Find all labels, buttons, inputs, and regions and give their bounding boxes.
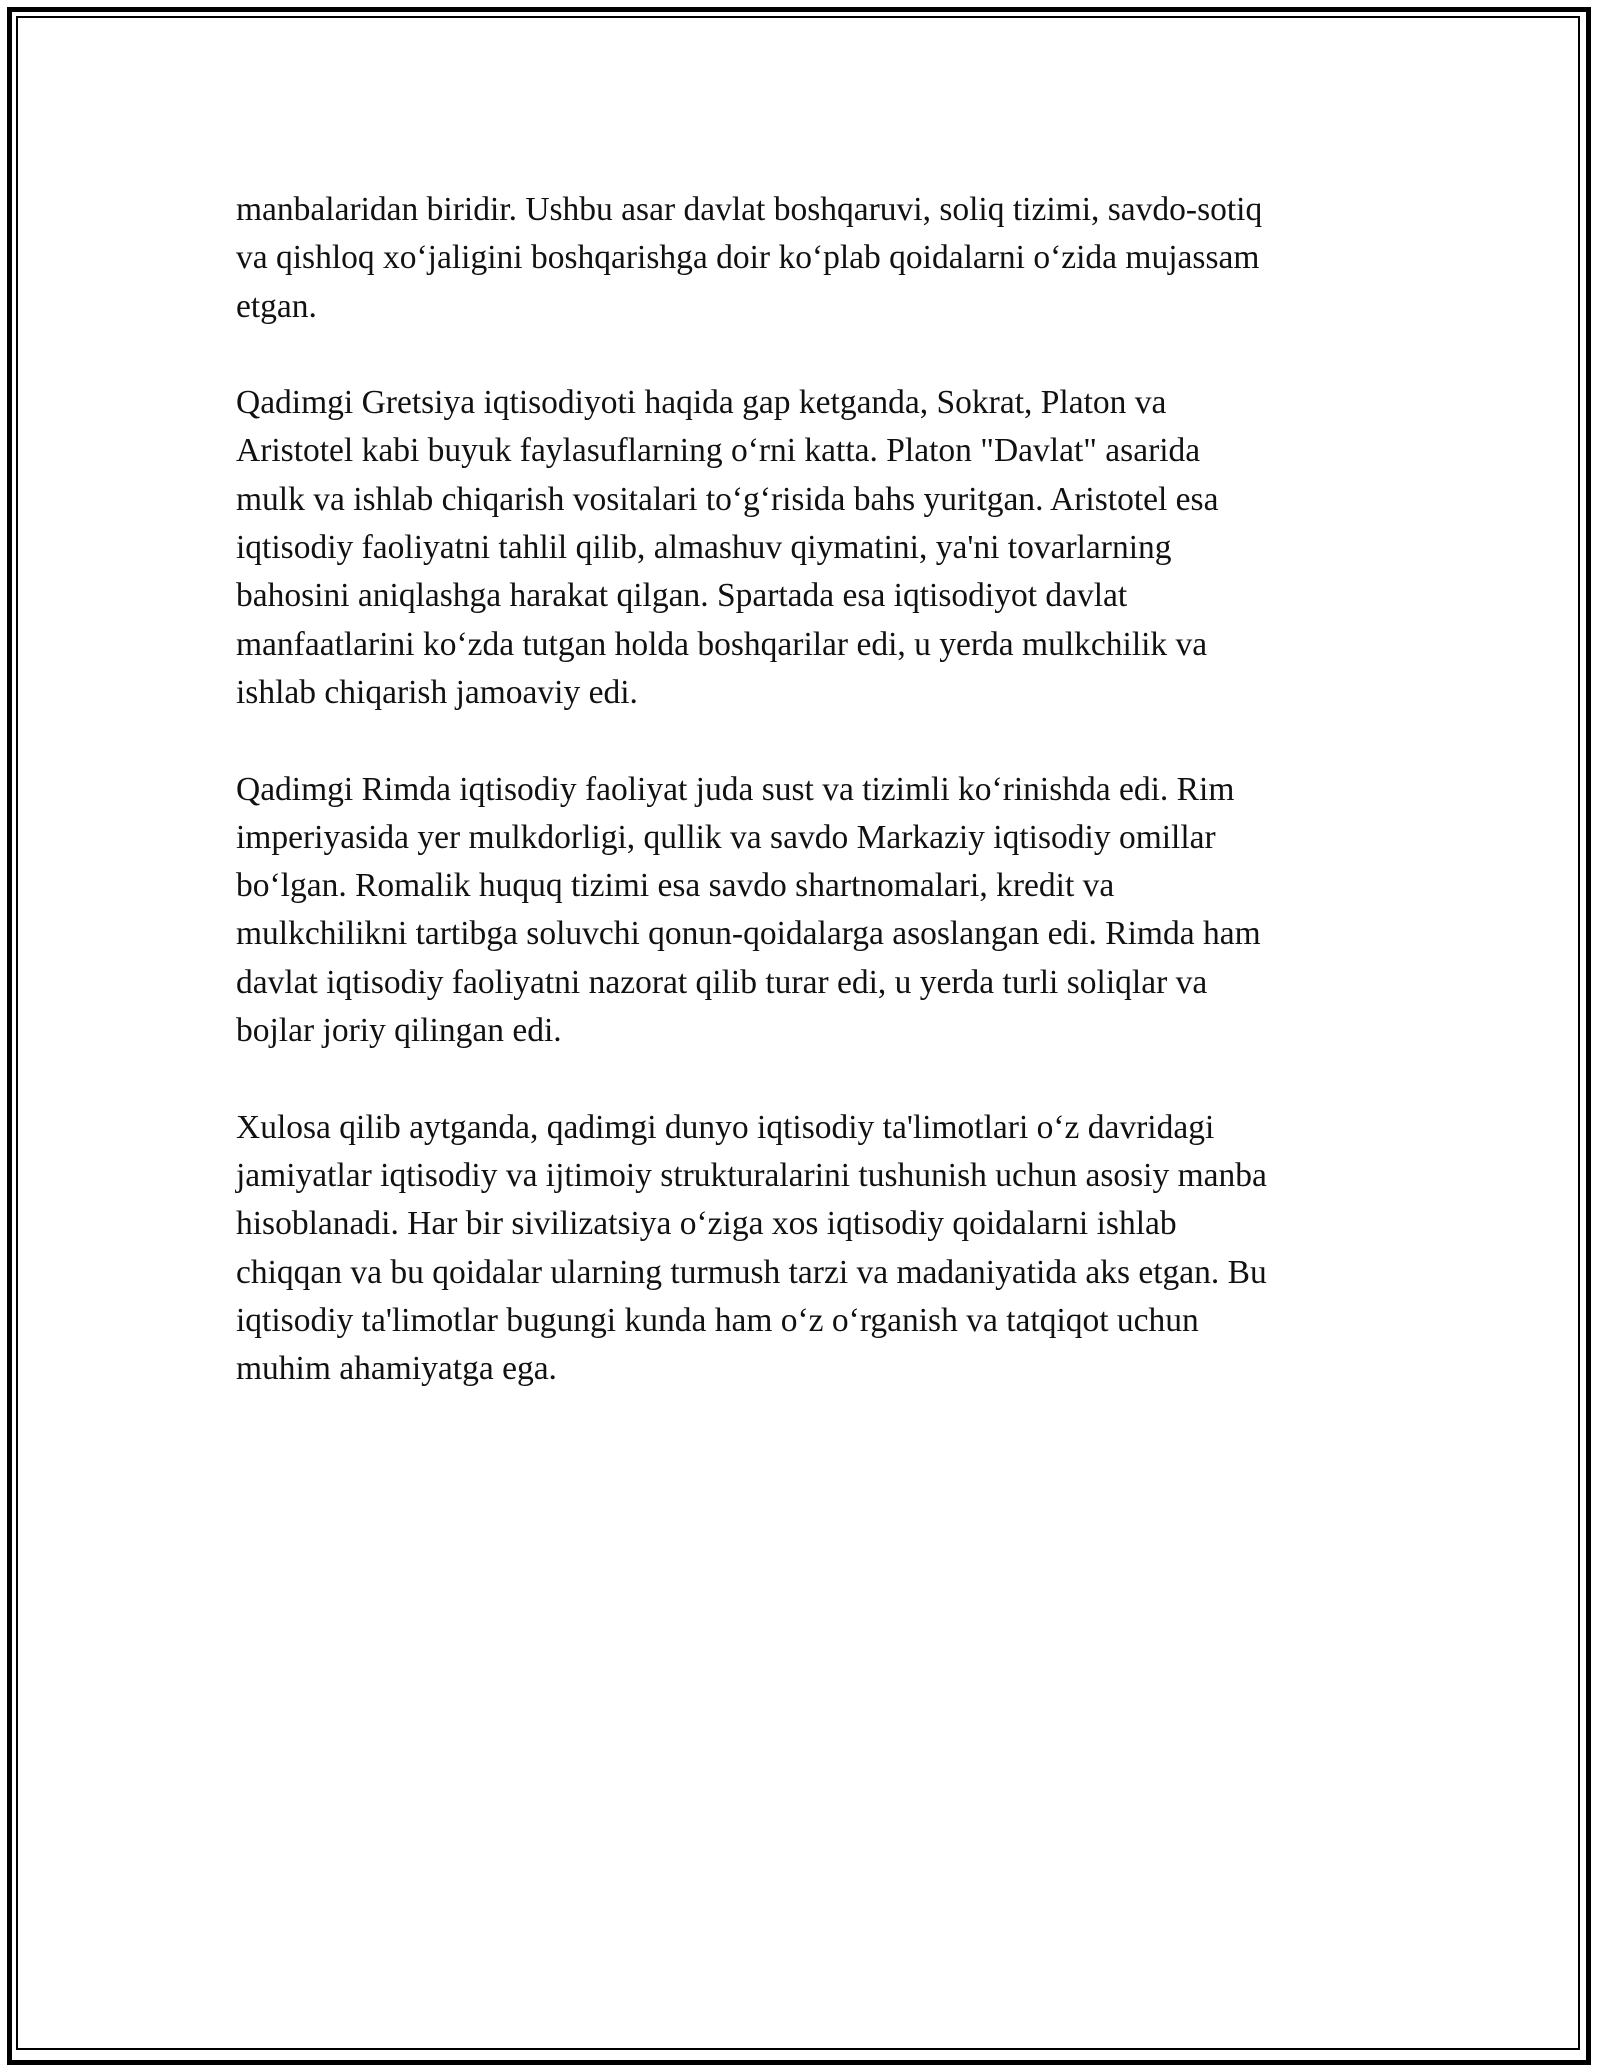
text-line: Qadimgi Rimda iqtisodiy faoliyat juda sust va tizimli ko‘rinishda edi. Rim: [236, 770, 1235, 808]
text-line: Qadimgi Gretsiya iqtisodiyoti haqida gap ketganda, Sokrat, Platon va: [236, 384, 1167, 422]
text-line: iqtisodiy faoliyatni tahlil qilib, almashuv qiymatini, ya'ni tovarlarning: [236, 529, 1172, 567]
paragraph: [236, 379, 1376, 717]
text-line: mulk va ishlab chiqarish vositalari to‘g‘risida bahs yuritgan. Aristotel esa: [236, 480, 1219, 518]
text-line: etgan.: [236, 287, 317, 325]
text-line: hisoblanadi. Har bir sivilizatsiya o‘ziga xos iqtisodiy qoidalarni ishlab: [236, 1205, 1177, 1243]
text-line: muhim ahamiyatga ega.: [236, 1350, 557, 1388]
paragraph: [236, 186, 1376, 331]
text-line: iqtisodiy ta'limotlar bugungi kunda ham o‘z o‘rganish va tatqiqot uchun: [236, 1301, 1199, 1339]
text-line: va qishloq xo‘jaligini boshqarishga doir ko‘plab qoidalarni o‘zida mujassam: [236, 239, 1260, 277]
text-line: Aristotel kabi buyuk faylasuflarning o‘rni katta. Platon "Davlat" asarida: [236, 432, 1201, 470]
text-line: ishlab chiqarish jamoaviy edi.: [236, 673, 638, 711]
text-line: bojlar joriy qilingan edi.: [236, 1012, 562, 1050]
document-body: [236, 186, 1376, 1442]
text-line: chiqqan va bu qoidalar ularning turmush tarzi va madaniyatida aks etgan. Bu: [236, 1253, 1267, 1291]
text-line: manbalaridan biridir. Ushbu asar davlat boshqaruvi, soliq tizimi, savdo-sotiq: [236, 191, 1263, 228]
paragraph: [236, 1104, 1376, 1394]
text-line: jamiyatlar iqtisodiy va ijtimoiy strukturalarini tushunish uchun asosiy manba: [236, 1156, 1267, 1194]
text-line: bahosini aniqlashga harakat qilgan. Spartada esa iqtisodiyot davlat: [236, 577, 1128, 615]
paragraph: [236, 766, 1376, 1056]
text-line: davlat iqtisodiy faoliyatni nazorat qilib turar edi, u yerda turli soliqlar va: [236, 963, 1208, 1001]
text-line: mulkchilikni tartibga soluvchi qonun-qoidalarga asoslangan edi. Rimda ham: [236, 915, 1261, 953]
text-line: imperiyasida yer mulkdorligi, qullik va savdo Markaziy iqtisodiy omillar: [236, 818, 1216, 856]
text-line: bo‘lgan. Romalik huquq tizimi esa savdo shartnomalari, kredit va: [236, 867, 1115, 905]
text-line: Xulosa qilib aytganda, qadimgi dunyo iqtisodiy ta'limotlari o‘z davridagi: [236, 1108, 1215, 1146]
text-line: manfaatlarini ko‘zda tutgan holda boshqarilar edi, u yerda mulkchilik va: [236, 625, 1208, 663]
